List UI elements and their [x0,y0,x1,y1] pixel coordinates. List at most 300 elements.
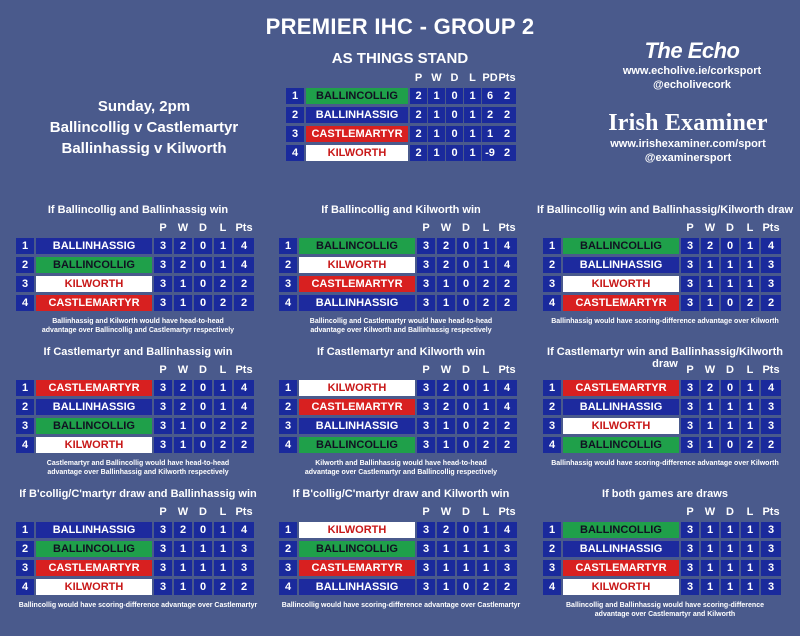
cell-d: 0 [457,418,475,434]
cell-pos: 1 [16,522,34,538]
cell-w: 1 [428,107,445,123]
cell-l: 1 [214,257,232,273]
cell-d: 0 [721,437,739,453]
cell-w: 2 [174,380,192,396]
cell-w: 1 [174,541,192,557]
cell-d: 1 [194,560,212,576]
cell-pos: 2 [279,541,297,557]
scenario-table [8,204,268,334]
scenario-title: If Castlemartyr win and Ballinhassig/Kilworth draw [547,346,783,370]
scenario-row [8,437,268,453]
team-name: CASTLEMARTYR [299,560,415,576]
cell-p: 3 [417,276,435,292]
cell-l: 1 [741,560,759,576]
cell-w: 1 [701,541,719,557]
cell-d: 0 [457,238,475,254]
cell-pos: 2 [543,399,561,415]
cell-pos: 2 [16,257,34,273]
cell-p: 3 [154,238,172,254]
scenario-row [271,418,531,434]
cell-d: 0 [721,380,739,396]
team-name: CASTLEMARTYR [299,276,415,292]
scenario-row [271,560,531,576]
scenario-row [535,295,795,311]
scenario-table [271,488,531,618]
col-header-l: L [482,222,490,234]
cell-pts: 4 [497,522,517,538]
col-header-d: D [726,364,734,376]
cell-pos: 4 [16,579,34,595]
scenario-row [8,560,268,576]
cell-pos: 4 [543,579,561,595]
cell-p: 3 [681,257,699,273]
scenario-row [535,522,795,538]
fixture-2: Ballinhassig v Kilworth [61,140,227,157]
cell-l: 1 [741,522,759,538]
cell-pts: 4 [497,380,517,396]
cell-l: 2 [477,437,495,453]
cell-w: 2 [437,257,455,273]
cell-l: 1 [464,145,481,161]
col-header-d: D [462,506,470,518]
col-header-pts: Pts [498,222,516,234]
scenario-note: Ballincollig would have scoring-difference advantage over Castlemartyr [281,602,521,609]
cell-pos: 3 [279,560,297,576]
scenario-table [271,346,531,476]
cell-pts: 4 [234,380,254,396]
cell-pos: 3 [543,276,561,292]
cell-pts: 3 [497,541,517,557]
cell-d: 1 [721,541,739,557]
scenario-row [271,437,531,453]
col-header-l: L [219,506,227,518]
scenario-row [8,276,268,292]
cell-pos: 1 [16,238,34,254]
examiner-url: www.irishexaminer.com/sport [610,138,766,150]
page-title: PREMIER IHC - GROUP 2 [265,14,535,39]
cell-p: 2 [410,126,427,142]
cell-pos: 4 [543,295,561,311]
cell-d: 1 [721,276,739,292]
cell-pts: 3 [761,522,781,538]
page-subtitle: AS THINGS STAND [331,50,469,67]
team-name: BALLINHASSIG [36,399,152,415]
cell-pos: 3 [16,560,34,576]
cell-p: 3 [154,437,172,453]
cell-p: 3 [681,399,699,415]
cell-pts: 2 [234,579,254,595]
cell-pd: 6 [482,88,498,104]
cell-l: 2 [477,418,495,434]
cell-d: 0 [457,276,475,292]
cell-p: 3 [154,522,172,538]
cell-pts: 3 [761,276,781,292]
scenario-row [8,399,268,415]
cell-pts: 4 [761,380,781,396]
col-header-p: P [422,364,430,376]
cell-p: 3 [681,541,699,557]
col-header-p: P [159,364,167,376]
col-header-p: P [414,72,423,84]
cell-p: 3 [417,380,435,396]
cell-pos: 1 [543,380,561,396]
cell-d: 1 [457,560,475,576]
cell-pts: 3 [497,560,517,576]
cell-w: 2 [437,522,455,538]
cell-w: 2 [174,399,192,415]
cell-d: 1 [721,399,739,415]
cell-l: 1 [214,380,232,396]
scenario-row [271,276,531,292]
cell-w: 1 [701,276,719,292]
cell-w: 1 [437,437,455,453]
team-name: BALLINHASSIG [563,257,679,273]
cell-l: 2 [477,276,495,292]
cell-d: 0 [194,295,212,311]
scenario-row [535,238,795,254]
cell-pos: 4 [286,145,304,161]
col-header-w: W [177,364,189,376]
cell-pos: 4 [279,579,297,595]
cell-p: 3 [154,579,172,595]
scenario-note-2: advantage over Castlemartyr and Kilworth [594,611,736,618]
scenario-title: If Ballincollig and Kilworth win [321,204,481,216]
cell-d: 0 [457,257,475,273]
cell-d: 0 [194,437,212,453]
team-name: CASTLEMARTYR [36,380,152,396]
cell-p: 2 [410,88,427,104]
col-header-w: W [440,222,452,234]
col-header-d: D [199,222,207,234]
current-standings-table [286,72,516,162]
cell-p: 3 [154,541,172,557]
team-name: KILWORTH [36,276,152,292]
cell-p: 3 [681,437,699,453]
cell-l: 2 [214,579,232,595]
cell-p: 3 [154,295,172,311]
cell-pts: 3 [761,399,781,415]
cell-pos: 4 [279,295,297,311]
cell-p: 3 [417,238,435,254]
cell-d: 0 [446,107,463,123]
cell-w: 1 [428,126,445,142]
scenario-title: If B'collig/C'martyr draw and Kilworth win [292,488,510,500]
cell-pos: 2 [279,257,297,273]
cell-pd: -9 [482,145,498,161]
cell-pos: 4 [16,295,34,311]
cell-pd: 1 [482,126,498,142]
col-header-d: D [199,506,207,518]
team-name: BALLINCOLLIG [36,541,152,557]
team-name: BALLINHASSIG [299,295,415,311]
cell-w: 1 [701,579,719,595]
cell-pts: 2 [497,276,517,292]
cell-pts: 2 [234,276,254,292]
cell-w: 1 [174,579,192,595]
cell-p: 2 [410,145,427,161]
scenario-row [271,380,531,396]
cell-l: 2 [741,295,759,311]
cell-w: 2 [174,257,192,273]
cell-p: 3 [417,541,435,557]
team-name: BALLINHASSIG [306,107,408,123]
team-name: BALLINCOLLIG [563,238,679,254]
cell-p: 3 [681,238,699,254]
cell-pts: 3 [761,560,781,576]
cell-l: 1 [214,238,232,254]
cell-pos: 1 [279,238,297,254]
scenario-note-2: advantage over Kilworth and Ballinhassig respectively [310,327,492,334]
col-header-pts: Pts [235,506,253,518]
scenario-table [535,488,795,618]
cell-w: 1 [174,295,192,311]
col-header-l: L [746,364,754,376]
cell-pts: 3 [761,418,781,434]
cell-pos: 3 [286,126,304,142]
fixtures-block [20,96,268,159]
cell-d: 0 [194,418,212,434]
cell-p: 3 [417,399,435,415]
scenario-row [535,541,795,557]
cell-w: 1 [174,560,192,576]
scenario-title: If Castlemartyr and Kilworth win [316,346,486,358]
col-header-p: P [422,222,430,234]
col-header-pts: Pts [235,364,253,376]
col-header-w: W [704,222,716,234]
cell-p: 2 [410,107,427,123]
cell-p: 3 [681,579,699,595]
cell-pos: 2 [279,399,297,415]
cell-w: 1 [701,418,719,434]
cell-pts: 4 [234,257,254,273]
cell-pts: 4 [234,522,254,538]
scenario-note-2: advantage over Ballincollig and Castlemartyr respectively [41,327,235,334]
cell-p: 3 [417,437,435,453]
scenario-row [8,380,268,396]
cell-w: 2 [437,399,455,415]
examiner-handle: @examinersport [644,152,732,164]
standings-row [286,145,516,161]
cell-pos: 2 [16,399,34,415]
cell-w: 1 [437,541,455,557]
col-header-p: P [686,506,694,518]
scenario-row [8,257,268,273]
cell-d: 0 [721,238,739,254]
col-header-pts: Pts [235,222,253,234]
cell-pts: 3 [234,541,254,557]
cell-pos: 1 [279,522,297,538]
scenario-title: If Ballincollig and Ballinhassig win [47,204,229,216]
scenario-note: Ballinhassig and Kilworth would have head-to-head [52,318,224,325]
team-name: BALLINHASSIG [299,579,415,595]
cell-pos: 3 [279,276,297,292]
cell-l: 1 [477,380,495,396]
team-name: CASTLEMARTYR [563,295,679,311]
cell-w: 1 [701,399,719,415]
scenario-note: Kilworth and Ballinhassig would have head-to-head [315,460,487,467]
col-header-pts: Pts [498,364,516,376]
scenario-row [535,560,795,576]
cell-pts: 2 [761,437,781,453]
cell-pos: 4 [543,437,561,453]
team-name: BALLINCOLLIG [306,88,408,104]
cell-d: 0 [194,276,212,292]
cell-p: 3 [417,418,435,434]
team-name: KILWORTH [36,579,152,595]
cell-pts: 3 [234,560,254,576]
cell-pos: 2 [286,107,304,123]
team-name: BALLINHASSIG [36,238,152,254]
scenario-note-2: advantage over Castlemartyr and Ballincollig respectively [304,469,498,476]
cell-d: 1 [721,560,739,576]
cell-p: 3 [681,560,699,576]
cell-w: 1 [174,418,192,434]
scenario-title: If Ballincollig win and Ballinhassig/Kilworth draw [536,204,794,216]
cell-d: 0 [446,145,463,161]
cell-d: 1 [721,522,739,538]
team-name: BALLINCOLLIG [299,238,415,254]
cell-l: 1 [464,126,481,142]
cell-p: 3 [417,522,435,538]
cell-w: 1 [437,418,455,434]
scenario-row [535,399,795,415]
fixtures-time: Sunday, 2pm [97,98,191,115]
scenario-row [271,541,531,557]
standings-row [286,126,516,142]
cell-pts: 2 [498,88,516,104]
col-header-w: W [177,222,189,234]
cell-p: 3 [417,257,435,273]
cell-pts: 2 [234,295,254,311]
cell-w: 1 [701,522,719,538]
cell-w: 1 [701,560,719,576]
cell-w: 2 [174,522,192,538]
col-header-w: W [440,364,452,376]
scenario-title: If Castlemartyr and Ballinhassig win [43,346,233,358]
cell-d: 0 [446,126,463,142]
cell-l: 1 [464,107,481,123]
scenario-table [8,488,268,618]
echo-logo: The Echo [644,38,740,63]
scenario-note: Castlemartyr and Ballincollig would have head-to-head [46,460,230,467]
team-name: BALLINHASSIG [563,541,679,557]
cell-pos: 1 [543,238,561,254]
col-header-l: L [469,72,476,84]
team-name: KILWORTH [563,276,679,292]
cell-l: 1 [477,541,495,557]
cell-pts: 2 [497,295,517,311]
standings-row [286,107,516,123]
cell-d: 0 [194,380,212,396]
scenario-table [8,346,268,476]
scenario-row [535,437,795,453]
cell-pts: 3 [761,257,781,273]
col-header-pts: Pts [762,506,780,518]
cell-d: 0 [194,238,212,254]
cell-pts: 2 [234,418,254,434]
cell-p: 3 [681,380,699,396]
cell-pos: 3 [543,560,561,576]
cell-w: 1 [701,295,719,311]
cell-pos: 1 [543,522,561,538]
cell-w: 2 [437,238,455,254]
cell-w: 1 [437,579,455,595]
team-name: CASTLEMARTYR [36,295,152,311]
echo-credit [600,38,784,92]
scenario-row [271,522,531,538]
col-header-l: L [482,364,490,376]
cell-l: 1 [477,257,495,273]
cell-p: 3 [154,399,172,415]
cell-w: 2 [701,380,719,396]
col-header-l: L [482,506,490,518]
cell-l: 1 [741,238,759,254]
cell-pos: 3 [543,418,561,434]
cell-pd: 2 [482,107,498,123]
cell-pts: 2 [497,418,517,434]
scenario-row [8,418,268,434]
col-header-pd: PD [482,72,498,84]
team-name: KILWORTH [299,380,415,396]
cell-pts: 2 [761,295,781,311]
cell-d: 1 [721,257,739,273]
cell-d: 0 [721,295,739,311]
cell-p: 3 [417,295,435,311]
cell-d: 1 [194,541,212,557]
cell-p: 3 [681,295,699,311]
cell-p: 3 [154,418,172,434]
cell-l: 2 [214,418,232,434]
cell-w: 1 [428,145,445,161]
cell-l: 2 [477,295,495,311]
team-name: KILWORTH [36,437,152,453]
cell-pos: 3 [16,276,34,292]
cell-d: 0 [194,522,212,538]
col-header-pts: Pts [498,72,516,84]
scenario-table [535,204,795,334]
cell-l: 2 [214,295,232,311]
team-name: BALLINCOLLIG [299,437,415,453]
scenario-note: Ballinhassig would have scoring-difference advantage over Kilworth [551,318,779,325]
cell-pos: 1 [286,88,304,104]
cell-d: 0 [457,295,475,311]
cell-pos: 1 [16,380,34,396]
scenario-row [271,399,531,415]
fixture-1: Ballincollig v Castlemartyr [49,119,239,136]
cell-pos: 2 [543,541,561,557]
team-name: BALLINCOLLIG [36,257,152,273]
scenario-note: Ballinhassig would have scoring-difference advantage over Kilworth [551,460,779,467]
cell-pts: 2 [498,145,516,161]
team-name: CASTLEMARTYR [36,560,152,576]
scenario-note: Ballincollig and Castlemartyr would have head-to-head [309,318,493,325]
cell-l: 1 [741,399,759,415]
cell-pts: 2 [498,107,516,123]
cell-w: 1 [174,437,192,453]
cell-l: 2 [477,579,495,595]
cell-l: 2 [214,276,232,292]
cell-l: 1 [214,541,232,557]
cell-p: 3 [681,418,699,434]
cell-pos: 2 [16,541,34,557]
cell-l: 1 [477,560,495,576]
cell-w: 2 [701,238,719,254]
team-name: BALLINCOLLIG [563,522,679,538]
col-header-w: W [177,506,189,518]
cell-l: 1 [741,541,759,557]
cell-pts: 4 [234,238,254,254]
cell-d: 0 [194,579,212,595]
